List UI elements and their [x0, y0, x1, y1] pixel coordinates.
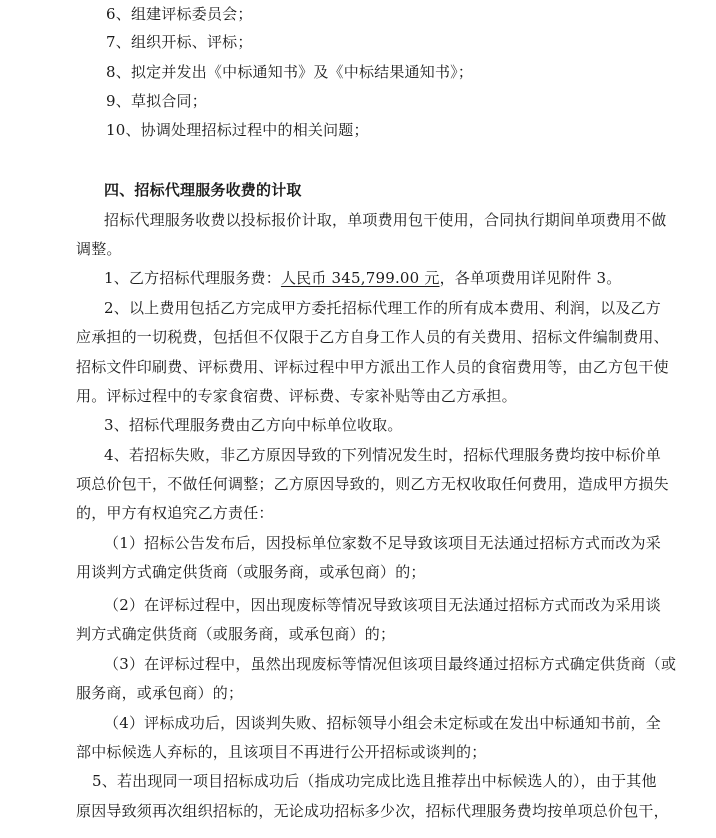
- paragraph-line: 用。评标过程中的专家食宿费、评标费、专家补贴等由乙方承担。: [76, 387, 517, 405]
- list-item: 8、拟定并发出《中标通知书》及《中标结果通知书》；: [106, 63, 474, 81]
- sub-item-line: 服务商，或承包商）的；: [76, 684, 244, 702]
- list-item: 10、协调处理招标过程中的相关问题；: [106, 121, 369, 139]
- sub-item-line: （2）在评标过程中，因出现废标等情况导致该项目无法通过招标方式而改为采用谈: [104, 596, 661, 614]
- sub-item-line: （4）评标成功后，因谈判失败、招标领导小组会未定标或在发出中标通知书前，全: [104, 714, 661, 732]
- fee-note: ，各单项费用详见附件 3。: [439, 269, 622, 287]
- paragraph-line: 3、招标代理服务费由乙方向中标单位收取。: [104, 416, 403, 434]
- sub-item-line: （1）招标公告发布后，因投标单位家数不足导致该项目无法通过招标方式而改为采: [104, 534, 661, 552]
- sub-item-line: 判方式确定供货商（或服务商，或承包商）的；: [76, 625, 396, 643]
- fee-line: [0, 268, 716, 288]
- paragraph-line: 招标文件印刷费、评标费用、评标过程中甲方派出工作人员的食宿费用等，由乙方包干使: [76, 358, 669, 376]
- list-item: 6、组建评标委员会；: [106, 5, 253, 23]
- list-item: 9、草拟合同；: [106, 92, 207, 110]
- paragraph-line: 应承担的一切税费，包括但不仅限于乙方自身工作人员的有关费用、招标文件编制费用、: [76, 328, 669, 346]
- sub-item-line: 用谈判方式确定供货商（或服务商，或承包商）的；: [76, 563, 426, 581]
- paragraph-line: 5、若出现同一项目招标成功后（指成功完成比选且推荐出中标候选人的），由于其他: [92, 772, 657, 790]
- fee-amount: 人民币 345,799.00 元: [280, 269, 440, 287]
- sub-item-line: （3）在评标过程中，虽然出现废标等情况但该项目最终通过招标方式确定供货商（或: [104, 655, 677, 673]
- paragraph-line: 4、若招标失败，非乙方原因导致的下列情况发生时，招标代理服务费均按中标价单: [104, 446, 661, 464]
- sub-item-line: 部中标候选人弃标的，且该项目不再进行公开招标或谈判的；: [76, 743, 487, 761]
- list-item: 7、组织开标、评标；: [106, 33, 253, 51]
- paragraph-line: 项总价包干，不做任何调整；乙方原因导致的，则乙方无权收取任何费用，造成甲方损失: [76, 475, 669, 493]
- section-heading: 四、招标代理服务收费的计取: [104, 181, 302, 199]
- paragraph-line: 调整。: [76, 240, 122, 258]
- paragraph-line: 原因导致须再次组织招标的，无论成功招标多少次，招标代理服务费均按单项总价包干，: [76, 802, 669, 820]
- fee-label: 1、乙方招标代理服务费：: [104, 269, 281, 287]
- paragraph-line: 2、以上费用包括乙方完成甲方委托招标代理工作的所有成本费用、利润，以及乙方: [104, 299, 661, 317]
- paragraph-line: 招标代理服务收费以投标报价计取，单项费用包干使用，合同执行期间单项费用不做: [104, 211, 667, 229]
- paragraph-line: 的，甲方有权追究乙方责任：: [76, 504, 274, 522]
